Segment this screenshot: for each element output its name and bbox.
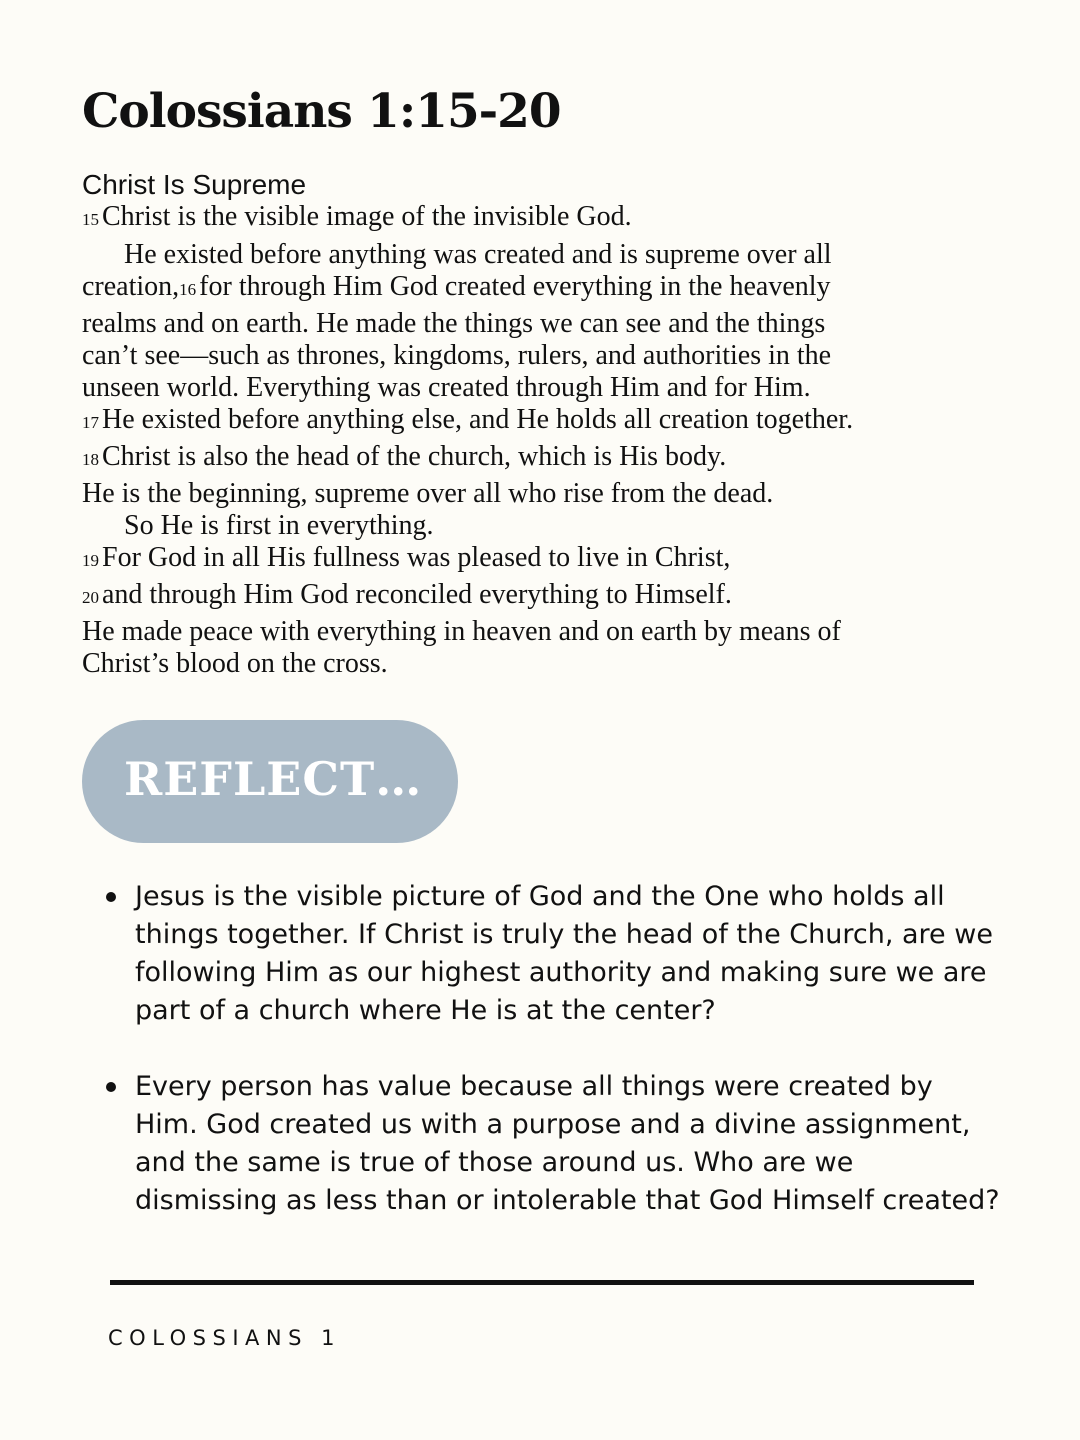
verse-text: For God in all His fullness was pleased to live in Christ, (102, 542, 731, 573)
verse-text: can’t see—such as thrones, kingdoms, rulers, and authorities in the (82, 340, 832, 371)
divider (110, 1280, 974, 1285)
verse-text: He made peace with everything in heaven and on earth by means of (82, 616, 841, 647)
scripture-line (82, 405, 853, 436)
page-title: Colossians 1:15-20 (82, 84, 561, 139)
section-heading: Christ Is Supreme (82, 169, 307, 200)
verse-text: So He is first in everything. (124, 510, 434, 541)
scripture-line (82, 373, 811, 404)
verse-number: 18 (82, 450, 99, 469)
verse-text: Christ’s blood on the cross. (82, 648, 388, 679)
reflection-questions (104, 878, 1004, 1220)
verse-text: Christ is also the head of the church, which is His body. (102, 441, 727, 472)
reflect-badge (82, 720, 458, 843)
verse-text: He existed before anything else, and He holds all creation together. (102, 404, 854, 435)
scripture-line (82, 617, 841, 648)
verse-number: 15 (82, 210, 99, 229)
reflection-text: Jesus is the visible picture of God and the One who holds all things together. If Christ is truly the head of the Church, are we following Him as our highest authority and making sure we are part of a church where He is at the center? (135, 881, 993, 1026)
verse-text: creation, (82, 271, 180, 302)
verse-number: 16 (179, 280, 197, 299)
verse-text: He is the beginning, supreme over all who rise from the dead. (82, 478, 774, 509)
scripture-line (82, 309, 825, 340)
verse-number: 17 (82, 413, 99, 432)
scripture-line (82, 341, 831, 372)
reflect-label: REFLECT… (124, 752, 423, 806)
verse-text: realms and on earth. He made the things we can see and the things (82, 308, 826, 339)
verse-text: Christ is the visible image of the invisible God. (102, 201, 632, 232)
scripture-line (124, 511, 434, 542)
scripture-line (82, 442, 726, 473)
bullet-icon (106, 1082, 116, 1092)
verse-text: and through Him God reconciled everything to Himself. (102, 579, 732, 610)
scripture-line (124, 240, 832, 271)
verse-number: 20 (82, 588, 99, 607)
scripture-line (82, 202, 632, 233)
scripture-line (82, 479, 773, 510)
verse-number: 19 (82, 551, 99, 570)
list-item (104, 878, 1004, 1030)
reflection-text: Every person has value because all things were created by Him. God created us with a purpose and a divine assignment, and the same is true of those around us. Who are we dismissing as less than or intolerable that God Himself created? (135, 1071, 1000, 1216)
verse-text: for through Him God created everything in the heavenly (199, 271, 831, 302)
verse-text: unseen world. Everything was created through Him and for Him. (82, 372, 811, 403)
scripture-line (82, 649, 388, 680)
list-item (104, 1068, 1004, 1220)
scripture-line (82, 543, 730, 574)
footer-label: COLOSSIANS 1 (108, 1326, 341, 1350)
bullet-icon (106, 892, 116, 902)
verse-text: He existed before anything was created and is supreme over all (124, 239, 832, 270)
scripture-line (82, 580, 732, 611)
scripture-line (82, 272, 831, 303)
